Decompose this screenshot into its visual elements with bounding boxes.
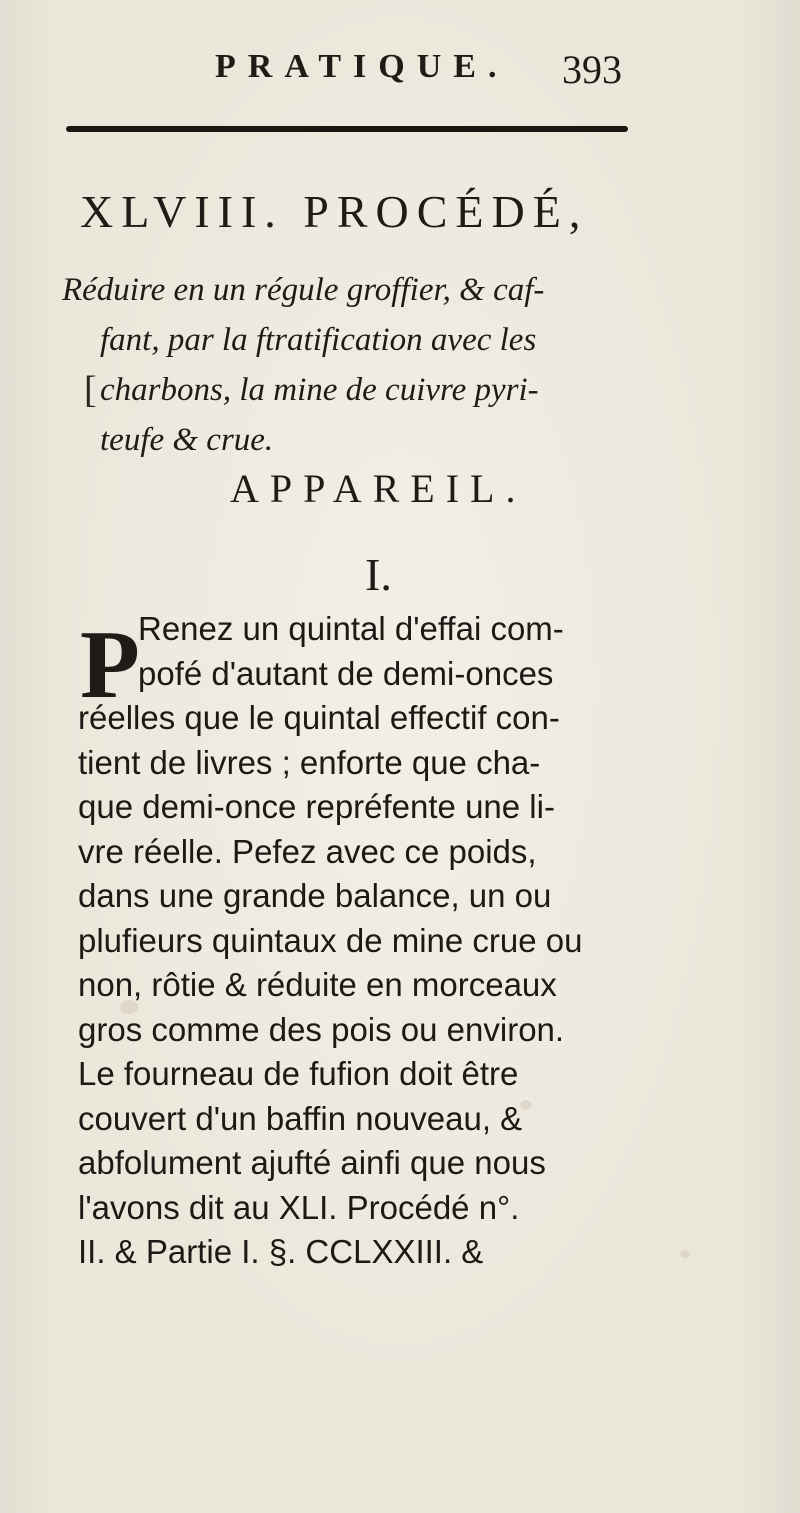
page-number: 393 xyxy=(562,47,622,92)
paragraph-line: couvert d'un baffin nouveau, & xyxy=(78,1099,523,1137)
paragraph-line: plufieurs quintaux de mine crue ou xyxy=(78,921,583,959)
apparatus-number: I. xyxy=(365,549,392,600)
apparatus-heading: APPAREIL. xyxy=(230,466,527,511)
paragraph-line: gros comme des pois ou environ. xyxy=(78,1010,565,1048)
paragraph-line: abfolument ajufté ainfi que nous xyxy=(78,1144,546,1181)
paragraph-line: non, rôtie & réduite en morceaux xyxy=(78,966,557,1003)
section-title: XLVIII. PROCÉDÉ, xyxy=(80,186,589,237)
paragraph-line: II. & Partie I. §. CCLXXIII. & xyxy=(78,1233,484,1270)
paper-stain xyxy=(520,1100,532,1110)
paragraph-line: dans une grande balance, un ou xyxy=(78,877,552,914)
body-paragraph xyxy=(78,607,678,1275)
paragraph-line: l'avons dit au XLI. Procédé n°. xyxy=(78,1188,520,1226)
paragraph-line: que demi-once repréfente une li- xyxy=(78,788,555,825)
drop-cap: P xyxy=(80,611,140,719)
paper-stain xyxy=(680,1250,690,1258)
subtitle-line: fant, par la ftratification avec les xyxy=(100,322,537,358)
paper-stain xyxy=(120,1000,138,1014)
subtitle-line: teufe & crue. xyxy=(100,422,274,458)
subtitle-line: charbons, la mine de cuivre pyri- xyxy=(100,372,539,408)
paragraph-line: vre réelle. Pefez avec ce poids, xyxy=(78,832,537,870)
paragraph-line: pofé d'autant de demi-onces xyxy=(138,654,554,692)
paragraph-line: Renez un quintal d'effai com- xyxy=(138,610,564,647)
header-rule xyxy=(66,126,628,132)
section-subtitle xyxy=(62,265,660,465)
subtitle-line: Réduire en un régule groffier, & caf- xyxy=(62,272,545,308)
running-title: PRATIQUE. xyxy=(215,48,509,85)
paragraph-line: Le fourneau de fufion doit être xyxy=(78,1055,519,1092)
paragraph-line: réelles que le quintal effectif con- xyxy=(78,699,560,736)
margin-bracket: [ xyxy=(84,369,97,411)
paragraph-line: tient de livres ; enforte que cha- xyxy=(78,743,541,781)
